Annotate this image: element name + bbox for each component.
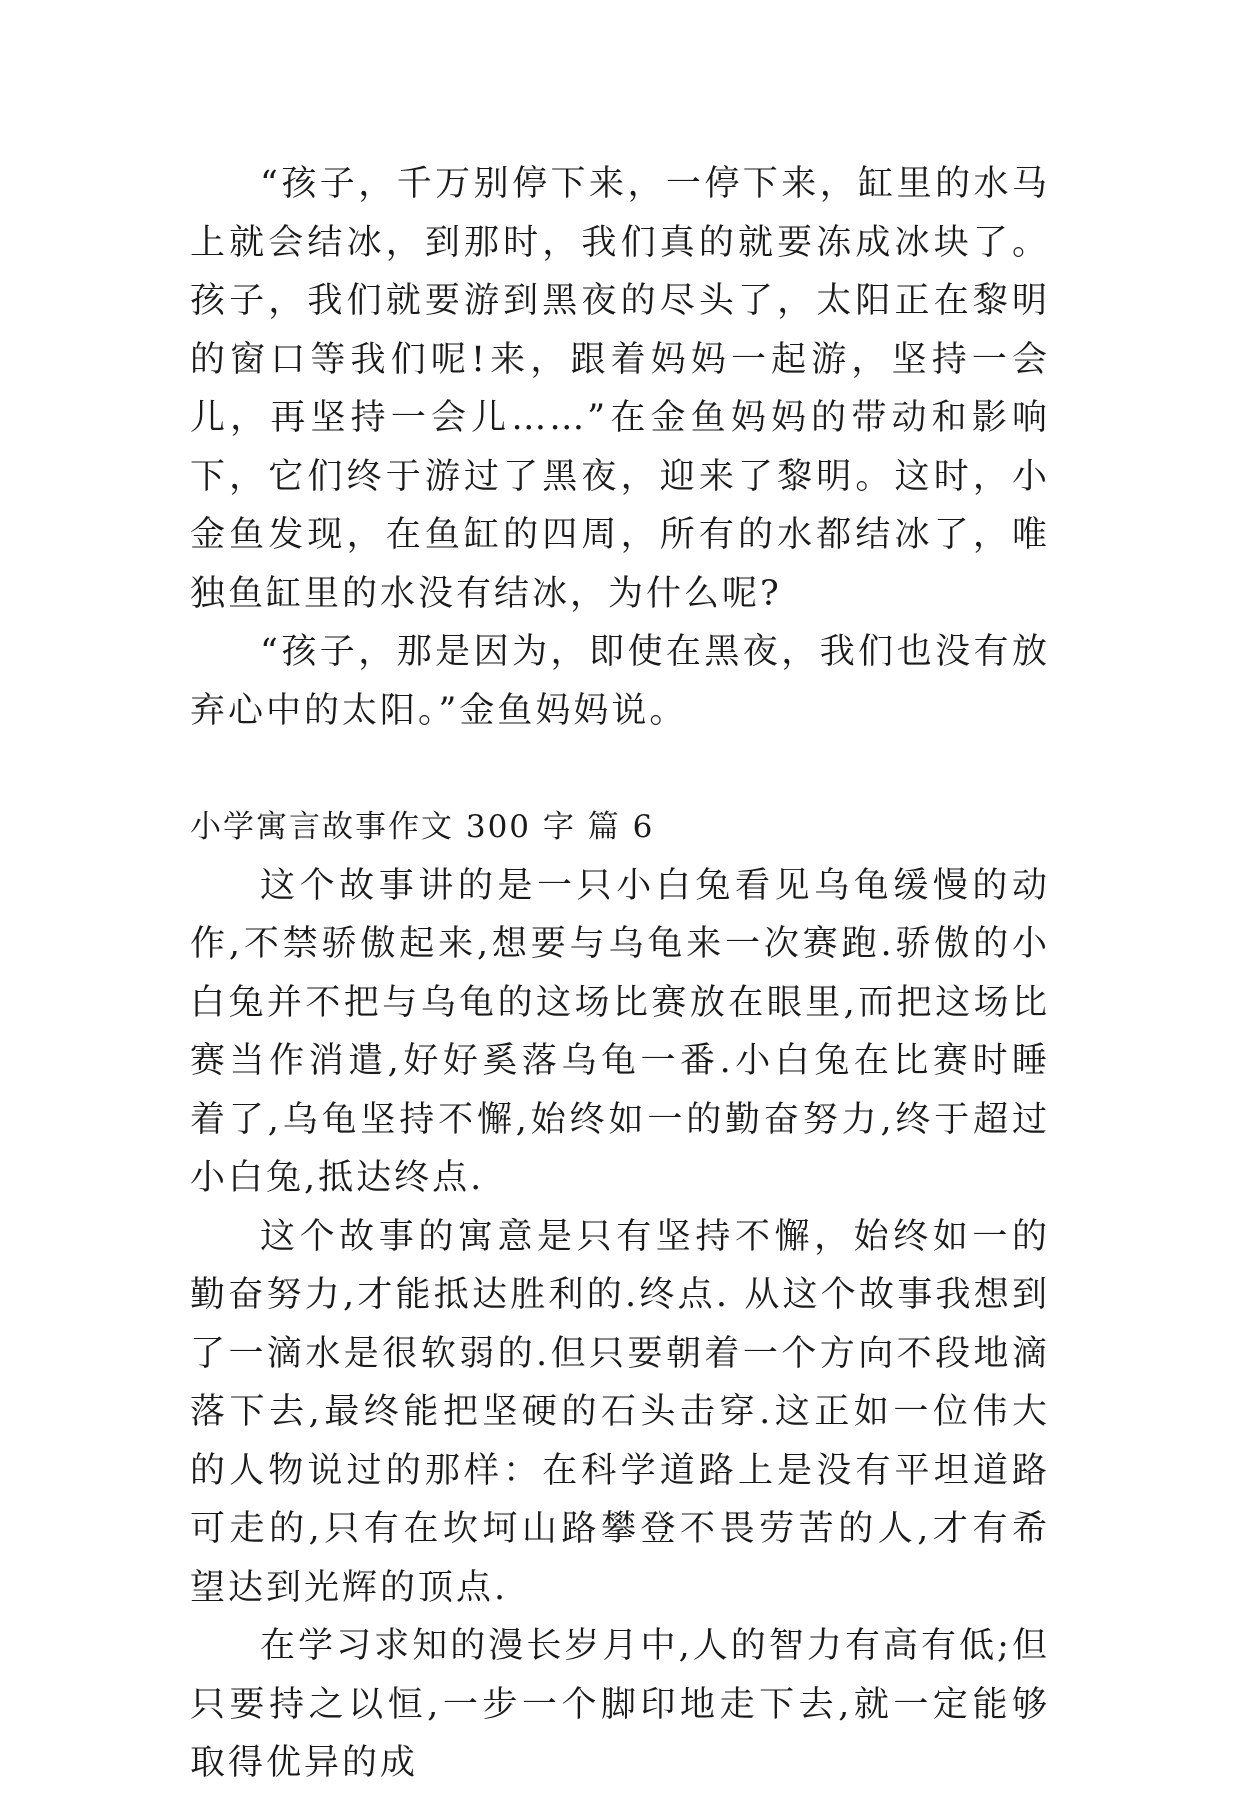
paragraph-goldfish-mother-answer: “孩子，那是因为，即使在黑夜，我们也没有放弃心中的太阳。”金鱼妈妈说。 — [190, 632, 1050, 731]
section-heading: 小学寓言故事作文 300 字 篇 6 — [190, 809, 655, 845]
paragraph-story-moral: 这个故事的寓意是只有坚持不懈，始终如一的勤奋努力,才能抵达胜利的.终点. 从这个故事我想到了一滴水是很软弱的.但只要朝着一个方向不段地滴落下去,最终能把坚硬的石头击穿.这正如一位伟大的人物说过的那样：在科学道路上是没有平坦道路可走的,只有在坎坷山路攀登不畏劳苦的人,才有希望达到光辉的顶点. — [190, 1216, 1050, 1608]
paragraph-rabbit-tortoise-story: 这个故事讲的是一只小白兔看见乌龟缓慢的动作,不禁骄傲起来,想要与乌龟来一次赛跑.骄傲的小白兔并不把与乌龟的这场比赛放在眼里,而把这场比赛当作消遣,好好奚落乌龟一番.小白兔在比赛时睡着了,乌龟坚持不懈,始终如一的勤奋努力,终于超过小白兔,抵达终点. — [190, 865, 1050, 1198]
paragraph-persistence: 在学习求知的漫长岁月中,人的智力有高有低;但只要持之以恒,一步一个脚印地走下去,就一定能够取得优异的成 — [190, 1626, 1050, 1783]
document-body — [190, 155, 1050, 1793]
paragraph-goldfish-mother-speech: “孩子，千万别停下来，一停下来，缸里的水马上就会结冰，到那时，我们真的就要冻成冰块了。孩子，我们就要游到黑夜的尽头了，太阳正在黎明的窗口等我们呢!来，跟着妈妈一起游，坚持一会儿，再坚持一会儿……”在金鱼妈妈的带动和影响下，它们终于游过了黑夜，迎来了黎明。这时，小金鱼发现，在鱼缸的四周，所有的水都结冰了，唯独鱼缸里的水没有结冰，为什么呢? — [190, 164, 1050, 614]
